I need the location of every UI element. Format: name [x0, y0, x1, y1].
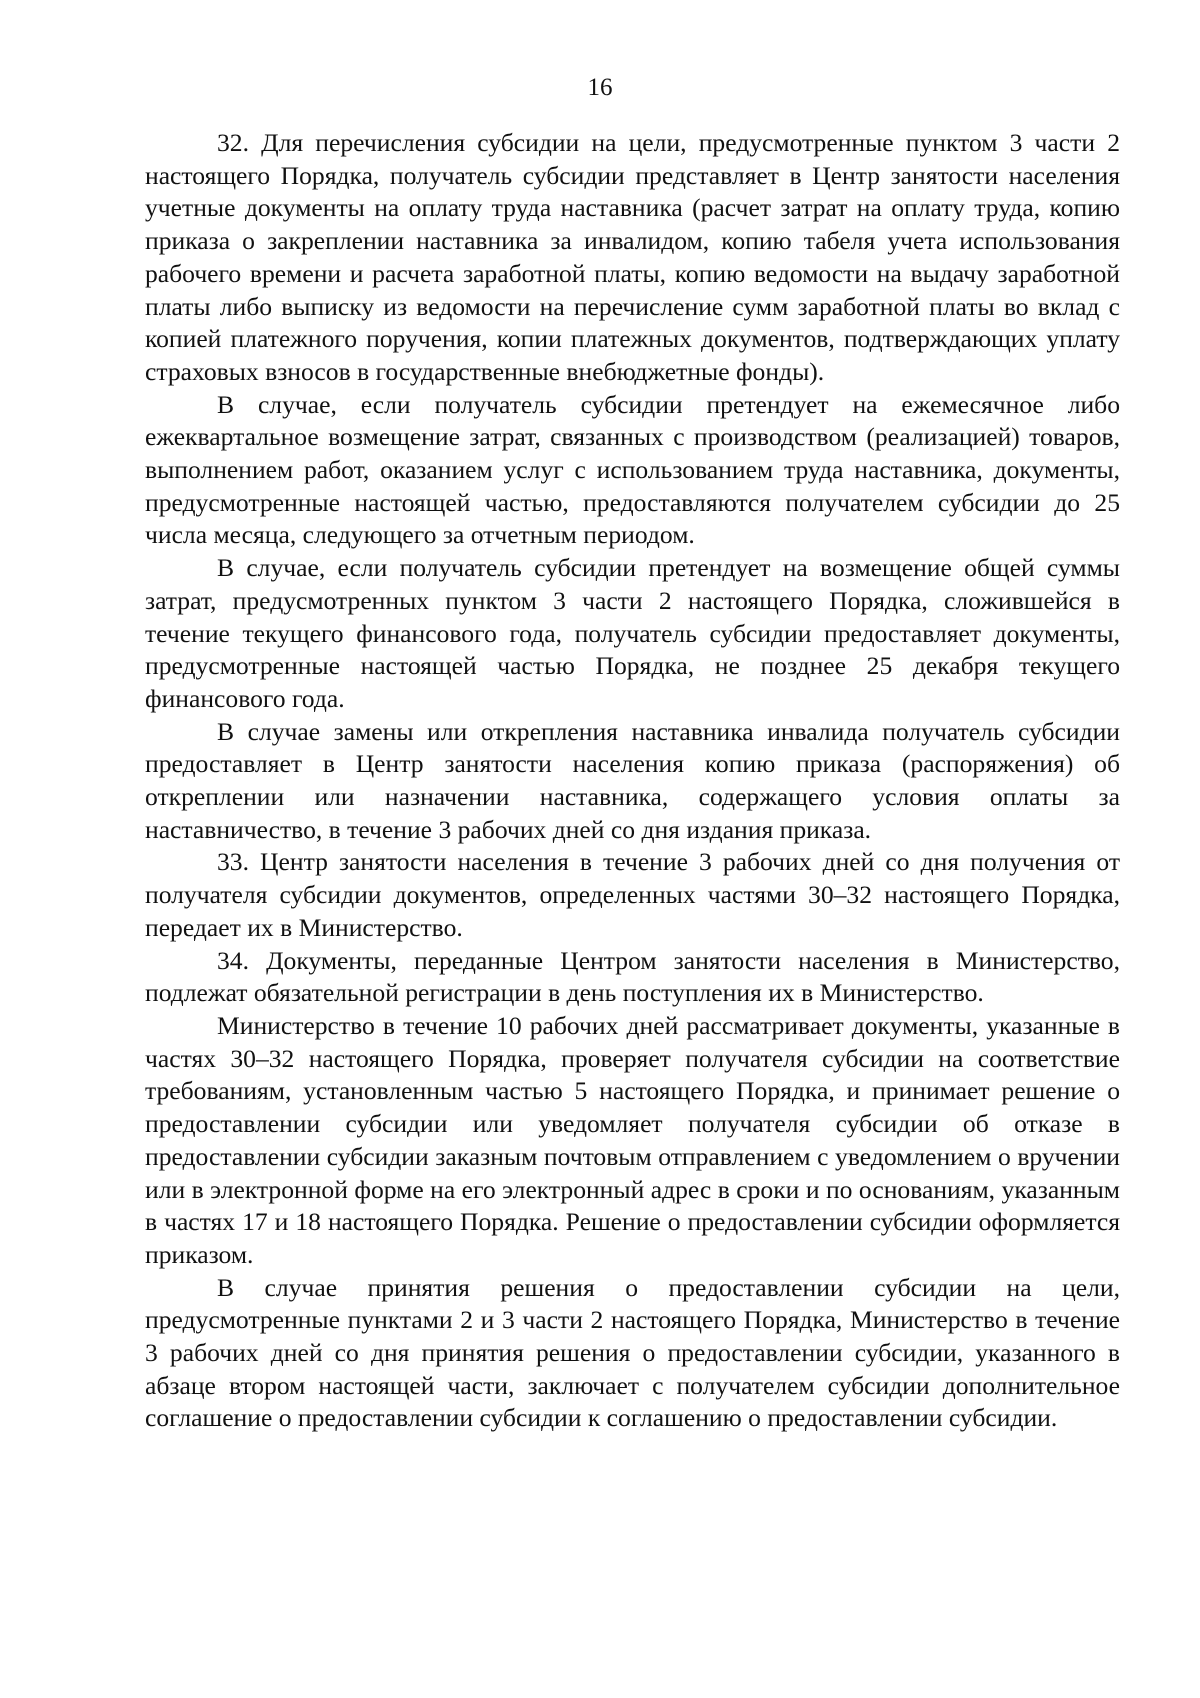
- paragraph-mentor-replacement: В случае замены или открепления наставника инвалида получатель субсидии предоставляет в Центр занятости населения копию приказа (распоряжения) об откреплении или назначении наставника, содержащего условия оплаты за наставничество, в течение 3 рабочих дней со дня издания приказа.: [145, 716, 1120, 844]
- paragraph-32-intro: 32. Для перечисления субсидии на цели, предусмотренные пунктом 3 части 2 настоящего Порядка, получатель субсидии представляет в Центр занятости населения учетные документы на оплату труда наставника (расчет затрат на оплату труда, копию приказа о закреплении наставника за инвалидом, копию табеля учета использования рабочего времени и расчета заработной платы, копию ведомости на выдачу заработной платы либо выписку из ведомости на перечисление сумм заработной платы во вклад с копией платежного поручения, копии платежных документов, подтверждающих уплату страховых взносов в государственные внебюджетные фонды).: [145, 128, 1120, 386]
- page-number: 16: [587, 74, 613, 101]
- paragraph-total-reimbursement: В случае, если получатель субсидии претендует на возмещение общей суммы затрат, предусмотренных пунктом 3 части 2 настоящего Порядка, сложившейся в течение текущего финансового года, получатель субсидии предоставляет документы, предусмотренные настоящей частью Порядка, не позднее 25 декабря текущего финансового года.: [145, 553, 1120, 713]
- paragraph-ministry-review: Министерство в течение 10 рабочих дней рассматривает документы, указанные в частях 30–32 настоящего Порядка, проверяет получателя субсидии на соответствие требованиям, установленным частью 5 настоящего Порядка, и принимает решение о предоставлении субсидии или уведомляет получателя субсидии об отказе в предоставлении субсидии заказным почтовым отправлением с уведомлением о вручении или в электронной форме на его электронный адрес в сроки и по основаниям, указанным в частях 17 и 18 настоящего Порядка. Решение о предоставлении субсидии оформляется приказом.: [145, 1010, 1120, 1269]
- paragraph-34: 34. Документы, переданные Центром занятости населения в Министерство, подлежат обязательной регистрации в день поступления их в Министерство.: [145, 945, 1120, 1008]
- document-body: [145, 127, 1120, 1435]
- paragraph-33: 33. Центр занятости населения в течение 3 рабочих дней со дня получения от получателя субсидии документов, определенных частями 30–32 настоящего Порядка, передает их в Министерство.: [145, 847, 1120, 942]
- paragraph-additional-agreement: В случае принятия решения о предоставлении субсидии на цели, предусмотренные пунктами 2 и 3 части 2 настоящего Порядка, Министерство в течение 3 рабочих дней со дня принятия решения о предоставлении субсидии, указанного в абзаце втором настоящей части, заключает с получателем субсидии дополнительное соглашение о предоставлении субсидии к соглашению о предоставлении субсидии.: [145, 1272, 1120, 1433]
- paragraph-monthly-reimbursement: В случае, если получатель субсидии претендует на ежемесячное либо ежеквартальное возмещение затрат, связанных с производством (реализацией) товаров, выполнением работ, оказанием услуг с использованием труда наставника, документы, предусмотренные настоящей частью, предоставляются получателем субсидии до 25 числа месяца, следующего за отчетным периодом.: [145, 389, 1120, 550]
